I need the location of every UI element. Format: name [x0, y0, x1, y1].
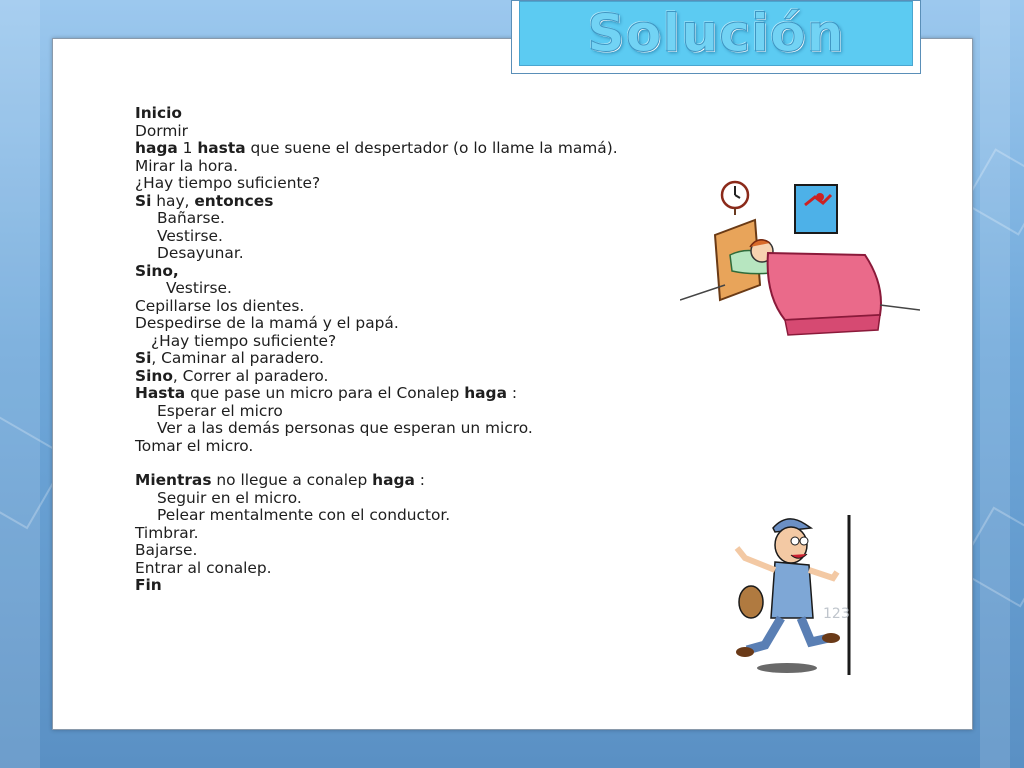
- keyword: entonces: [194, 191, 274, 210]
- step-line: [135, 193, 695, 211]
- keyword: Si: [135, 191, 152, 210]
- step-line: [135, 333, 695, 351]
- title-banner: [519, 1, 913, 66]
- step-line: [135, 368, 695, 386]
- step-text: Esperar el micro: [157, 401, 283, 420]
- keyword: Sino,: [135, 261, 179, 280]
- keyword: hasta: [197, 139, 246, 157]
- step-text: Despedirse de la mamá y el papá.: [135, 314, 399, 332]
- step-text: no llegue a conalep: [211, 471, 373, 489]
- keyword: haga: [464, 384, 507, 402]
- keyword: haga: [135, 139, 178, 157]
- step-text: :: [414, 471, 425, 489]
- step-line: [135, 175, 695, 193]
- step-line: [135, 490, 695, 508]
- window-picture-icon: [795, 185, 837, 233]
- step-line: [135, 420, 695, 438]
- step-line: [135, 298, 695, 316]
- step-text: hay,: [151, 191, 195, 210]
- step-line: [135, 228, 695, 246]
- step-line: [135, 280, 695, 298]
- keyword: Hasta: [135, 384, 186, 402]
- step-line: [135, 560, 695, 578]
- step-text: Vestirse.: [157, 226, 223, 245]
- step-line: [135, 438, 695, 456]
- step-line: [135, 315, 695, 333]
- step-text: , Correr al paradero.: [172, 366, 329, 385]
- step-line: [135, 507, 695, 525]
- step-text: que suene el despertador (o lo llame la mamá).: [245, 139, 618, 157]
- step-line: [135, 542, 695, 560]
- background-stripe: [0, 0, 40, 768]
- keyword: Mientras: [135, 471, 212, 489]
- step-text: Vestirse.: [166, 279, 232, 297]
- step-text: Ver a las demás personas que esperan un micro.: [157, 419, 533, 437]
- step-text: , Caminar al paradero.: [151, 349, 324, 367]
- step-line: [135, 140, 695, 158]
- step-line: [135, 158, 695, 176]
- step-text: :: [506, 384, 518, 402]
- title-box: [511, 0, 921, 74]
- keyword: Fin: [135, 576, 162, 594]
- step-line: [135, 472, 695, 490]
- step-line: [135, 577, 695, 595]
- step-line: [135, 403, 695, 421]
- keyword: Si: [135, 349, 152, 367]
- step-text: Desayunar.: [157, 244, 244, 262]
- step-line: [135, 245, 695, 263]
- keyword: Inicio: [135, 104, 182, 122]
- step-text: Dormir: [135, 121, 188, 140]
- watermark-text: 123: [823, 606, 850, 622]
- step-text: 1: [177, 139, 198, 157]
- step-text: Bajarse.: [135, 541, 198, 559]
- step-line: [135, 263, 695, 281]
- step-line: [135, 123, 695, 141]
- step-text: que pase un micro para el Conalep: [185, 384, 465, 402]
- step-text: ¿Hay tiempo suficiente?: [135, 174, 321, 192]
- step-line: [135, 105, 695, 123]
- keyword: haga: [372, 471, 415, 489]
- keyword: Sino: [135, 366, 173, 385]
- step-text: Bañarse.: [157, 209, 225, 227]
- step-line: [135, 350, 695, 368]
- algorithm-steps: [135, 105, 695, 595]
- step-text: Entrar al conalep.: [135, 558, 272, 577]
- step-text: Cepillarse los dientes.: [135, 296, 305, 315]
- slide-title: Solución: [587, 4, 845, 64]
- step-line: [135, 525, 695, 543]
- sleeping-child-in-bed-illustration: [680, 175, 920, 345]
- step-text: ¿Hay tiempo suficiente?: [151, 331, 337, 350]
- running-boy-illustration: [725, 510, 860, 680]
- spacer: [135, 455, 695, 472]
- step-text: Timbrar.: [135, 523, 199, 542]
- background-stripe: [980, 0, 1010, 768]
- step-text: Seguir en el micro.: [157, 488, 302, 507]
- step-text: Tomar el micro.: [135, 436, 254, 455]
- step-text: Pelear mentalmente con el conductor.: [157, 506, 451, 524]
- step-line: [135, 385, 695, 403]
- step-text: Mirar la hora.: [135, 156, 238, 175]
- step-line: [135, 210, 695, 228]
